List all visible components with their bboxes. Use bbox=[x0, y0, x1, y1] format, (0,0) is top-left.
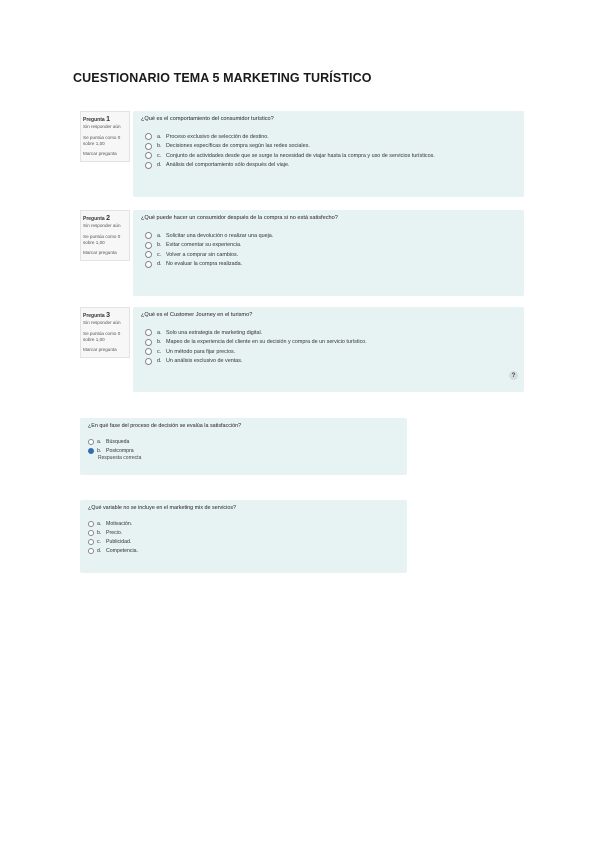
option-letter: d. bbox=[97, 547, 102, 554]
option-text: Un método para fijar precios. bbox=[166, 348, 236, 355]
flag-question-link[interactable]: Marcar pregunta bbox=[83, 151, 117, 156]
question-text: ¿Qué es el comportamiento del consumidor turístico? bbox=[141, 116, 274, 122]
help-icon[interactable]: ? bbox=[509, 371, 518, 380]
question-text: ¿Qué variable no se incluye en el marketing mix de servicios? bbox=[88, 505, 237, 511]
answer-option-c[interactable] bbox=[88, 537, 399, 546]
option-text: Precio. bbox=[106, 529, 123, 536]
question-text: ¿Qué puede hacer un consumidor después de la compra si no está satisfecho? bbox=[141, 215, 338, 221]
radio-button[interactable] bbox=[145, 133, 152, 140]
question-score: Se puntúa como 0 sobre 1,00 bbox=[83, 330, 121, 342]
question-block-3 bbox=[80, 307, 524, 392]
radio-button[interactable] bbox=[88, 530, 94, 536]
option-letter: d. bbox=[157, 162, 162, 169]
answer-option-a[interactable] bbox=[145, 328, 516, 338]
option-text: Solo una estrategia de marketing digital. bbox=[166, 329, 263, 336]
option-letter: c. bbox=[157, 152, 162, 159]
answer-option-a[interactable] bbox=[88, 437, 399, 446]
question-number: Pregunta 1 bbox=[83, 116, 110, 123]
question-content bbox=[133, 307, 524, 392]
question-number: Pregunta 2 bbox=[83, 215, 110, 222]
option-letter: b. bbox=[157, 242, 162, 249]
question-info-panel bbox=[80, 210, 130, 261]
option-letter: d. bbox=[157, 358, 162, 365]
option-text: Un análisis exclusivo de ventas. bbox=[166, 358, 243, 365]
answer-option-b[interactable] bbox=[145, 338, 516, 348]
question-status: Sin responder aún bbox=[83, 223, 121, 229]
answer-option-b[interactable] bbox=[88, 528, 399, 537]
option-text: Solicitar una devolución o realizar una queja. bbox=[166, 232, 274, 239]
option-letter: a. bbox=[157, 133, 162, 140]
radio-button[interactable] bbox=[145, 261, 152, 268]
radio-button[interactable] bbox=[145, 348, 152, 355]
option-letter: a. bbox=[97, 520, 102, 527]
answer-option-b[interactable] bbox=[145, 142, 516, 152]
answer-option-a[interactable] bbox=[88, 519, 399, 528]
question-info-panel bbox=[80, 307, 130, 358]
question-text: ¿En qué fase del proceso de decisión se evalúa la satisfacción? bbox=[88, 423, 242, 429]
option-text: Publicidad. bbox=[106, 538, 132, 545]
radio-button[interactable] bbox=[88, 539, 94, 545]
radio-button-checked[interactable] bbox=[88, 448, 94, 454]
question-content bbox=[133, 111, 524, 197]
radio-button[interactable] bbox=[145, 162, 152, 169]
answer-option-b[interactable] bbox=[88, 446, 399, 455]
option-letter: b. bbox=[157, 339, 162, 346]
option-letter: c. bbox=[157, 348, 162, 355]
radio-button[interactable] bbox=[145, 232, 152, 239]
feedback-text: Respuesta correcta bbox=[98, 455, 142, 461]
option-letter: b. bbox=[97, 447, 102, 454]
option-letter: c. bbox=[97, 538, 102, 545]
question-text: ¿Qué es el Customer Journey en el turismo? bbox=[141, 312, 253, 318]
radio-button[interactable] bbox=[145, 358, 152, 365]
answer-option-d[interactable] bbox=[145, 161, 516, 171]
option-text: No evaluar la compra realizada. bbox=[166, 261, 243, 268]
page-title: CUESTIONARIO TEMA 5 MARKETING TURÍSTICO bbox=[73, 71, 372, 85]
question-block-2 bbox=[80, 210, 524, 296]
option-text: Proceso exclusivo de selección de destino. bbox=[166, 133, 269, 140]
question-score: Se puntúa como 0 sobre 1,00 bbox=[83, 233, 121, 245]
answer-snippet-1 bbox=[80, 418, 407, 475]
option-letter: b. bbox=[157, 143, 162, 150]
question-status: Sin responder aún bbox=[83, 124, 121, 130]
answer-option-b[interactable] bbox=[145, 241, 516, 251]
radio-button[interactable] bbox=[145, 329, 152, 336]
answer-option-c[interactable] bbox=[145, 347, 516, 357]
option-text: Conjunto de actividades desde que se surge la necesidad de viajar hasta la compra y uso de servicios turísticos. bbox=[166, 152, 435, 159]
radio-button[interactable] bbox=[88, 439, 94, 445]
radio-button[interactable] bbox=[145, 339, 152, 346]
option-letter: c. bbox=[157, 251, 162, 258]
option-text: Competencia. bbox=[106, 547, 139, 554]
answer-snippet-2 bbox=[80, 500, 407, 573]
option-text: Postcompra bbox=[106, 447, 134, 454]
question-number: Pregunta 3 bbox=[83, 312, 110, 319]
radio-button[interactable] bbox=[145, 242, 152, 249]
question-status: Sin responder aún bbox=[83, 320, 121, 326]
option-text: Evitar comentar su experiencia. bbox=[166, 242, 242, 249]
option-letter: b. bbox=[97, 529, 102, 536]
option-text: Motivación. bbox=[106, 520, 133, 527]
answer-option-a[interactable] bbox=[145, 231, 516, 241]
option-text: Decisiones específicas de compra según las redes sociales. bbox=[166, 143, 310, 150]
question-content bbox=[133, 210, 524, 296]
answer-option-a[interactable] bbox=[145, 132, 516, 142]
radio-button[interactable] bbox=[145, 152, 152, 159]
question-block-1 bbox=[80, 111, 524, 197]
question-score: Se puntúa como 0 sobre 1,00 bbox=[83, 134, 121, 146]
option-letter: a. bbox=[97, 438, 102, 445]
flag-question-link[interactable]: Marcar pregunta bbox=[83, 250, 117, 255]
answer-option-c[interactable] bbox=[145, 250, 516, 260]
option-text: Búsqueda bbox=[106, 438, 130, 445]
radio-button[interactable] bbox=[88, 548, 94, 554]
answer-option-d[interactable] bbox=[145, 357, 516, 367]
answer-option-d[interactable] bbox=[88, 546, 399, 555]
radio-button[interactable] bbox=[88, 521, 94, 527]
option-letter: a. bbox=[157, 232, 162, 239]
option-text: Volver a comprar sin cambios. bbox=[166, 251, 239, 258]
option-letter: a. bbox=[157, 329, 162, 336]
option-text: Análisis del comportamiento sólo después del viaje. bbox=[166, 162, 290, 169]
flag-question-link[interactable]: Marcar pregunta bbox=[83, 347, 117, 352]
option-text: Mapeo de la experiencia del cliente en su decisión y compra de un servicio turístico. bbox=[166, 339, 367, 346]
option-letter: d. bbox=[157, 261, 162, 268]
radio-button[interactable] bbox=[145, 251, 152, 258]
answer-option-c[interactable] bbox=[145, 151, 516, 161]
radio-button[interactable] bbox=[145, 143, 152, 150]
question-info-panel bbox=[80, 111, 130, 162]
answer-option-d[interactable] bbox=[145, 260, 516, 270]
